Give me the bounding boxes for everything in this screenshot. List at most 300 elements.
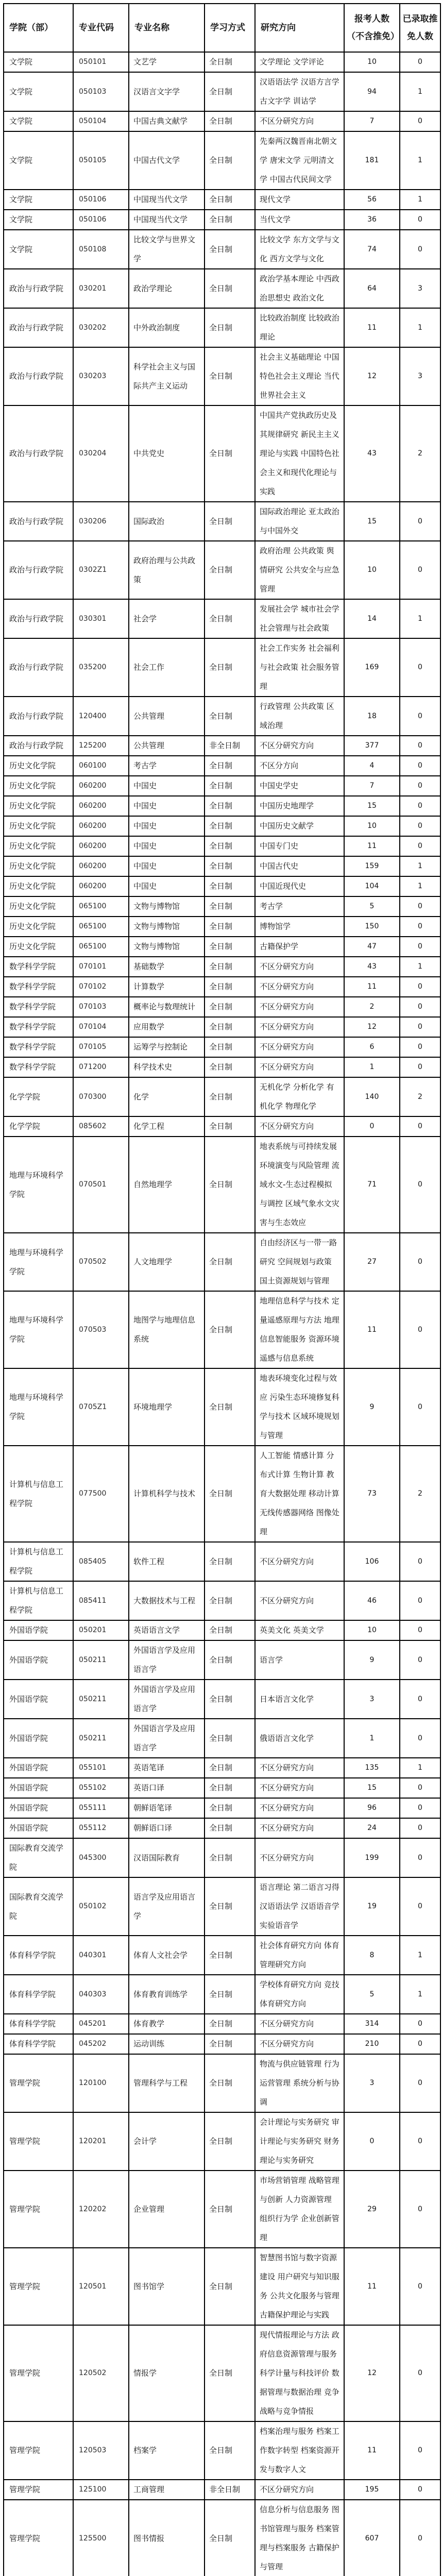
major-name-cell: 朝鲜语笔译	[129, 1798, 205, 1818]
research-direction-cell: 语言理论 第二语言习得 汉语语法学 汉语语音学 实验语音学	[255, 1877, 344, 1936]
college-cell: 地理与环境科学学院	[4, 1368, 73, 1446]
study-mode-cell: 全日制	[205, 190, 255, 210]
college-cell: 管理学院	[4, 2421, 73, 2480]
admitted-exempt-cell: 0	[400, 638, 440, 697]
major-name-cell: 中共党史	[129, 405, 205, 502]
college-cell: 外国语学院	[4, 1620, 73, 1640]
research-direction-cell: 政府治理 公共政策 舆情研究 公共安全与应急管理	[255, 541, 344, 599]
major-name-cell: 英语笔译	[129, 1758, 205, 1778]
applicants-cell: 19	[344, 1877, 400, 1936]
study-mode-cell: 全日制	[205, 72, 255, 111]
admitted-exempt-cell: 0	[400, 541, 440, 599]
study-mode-cell: 全日制	[205, 1680, 255, 1719]
applicants-cell: 43	[344, 405, 400, 502]
major-code-cell: 045300	[73, 1838, 129, 1877]
table-row	[4, 756, 440, 776]
research-direction-cell: 不区分研究方向	[255, 1037, 344, 1057]
study-mode-cell: 全日制	[205, 541, 255, 599]
major-name-cell: 中国史	[129, 856, 205, 876]
table-row	[4, 2171, 440, 2248]
major-name-cell: 中国史	[129, 796, 205, 816]
college-cell: 体育科学学院	[4, 1975, 73, 2014]
major-code-cell: 060200	[73, 836, 129, 856]
applicants-cell: 47	[344, 937, 400, 957]
study-mode-cell: 全日制	[205, 1581, 255, 1620]
major-name-cell: 中国古代文学	[129, 131, 205, 190]
college-cell: 文学院	[4, 111, 73, 131]
table-row	[4, 210, 440, 230]
header-admitted-exempt: 已录取推免人数	[400, 4, 440, 52]
table-row	[4, 1233, 440, 1291]
research-direction-cell: 不区分研究方向	[255, 1778, 344, 1798]
applicants-cell: 8	[344, 1936, 400, 1975]
major-code-cell: 070102	[73, 977, 129, 997]
research-direction-cell: 国际政治理论 亚太政治与中国外交	[255, 502, 344, 541]
college-cell: 政治与行政学院	[4, 347, 73, 405]
major-name-cell: 朝鲜语口译	[129, 1818, 205, 1838]
major-code-cell: 065100	[73, 896, 129, 917]
study-mode-cell: 全日制	[205, 1758, 255, 1778]
major-name-cell: 社会工作	[129, 638, 205, 697]
major-name-cell: 中国史	[129, 836, 205, 856]
research-direction-cell: 地表环境变化过程与效应 污染生态环境修复科学与技术 区域环境规划与管理	[255, 1368, 344, 1446]
major-code-cell: 065100	[73, 937, 129, 957]
study-mode-cell: 全日制	[205, 1936, 255, 1975]
research-direction-cell: 政治学基本理论 中西政治思想史 政治文化	[255, 269, 344, 308]
table-row	[4, 2112, 440, 2171]
admitted-exempt-cell: 0	[400, 697, 440, 736]
admitted-exempt-cell: 2	[400, 1077, 440, 1116]
college-cell: 文学院	[4, 210, 73, 230]
college-cell: 管理学院	[4, 2248, 73, 2325]
major-name-cell: 化学工程	[129, 1116, 205, 1137]
major-code-cell: 120202	[73, 2171, 129, 2248]
major-code-cell: 060200	[73, 816, 129, 836]
table-row	[4, 2325, 440, 2421]
major-name-cell: 文物与博物馆	[129, 917, 205, 937]
study-mode-cell: 全日制	[205, 796, 255, 816]
major-code-cell: 050105	[73, 131, 129, 190]
applicants-cell: 15	[344, 1778, 400, 1798]
major-name-cell: 环境地理学	[129, 1368, 205, 1446]
research-direction-cell: 行政管理 公共政策 区域治理	[255, 697, 344, 736]
college-cell: 计算机与信息工程学院	[4, 1446, 73, 1542]
college-cell: 历史文化学院	[4, 756, 73, 776]
table-row	[4, 1620, 440, 1640]
college-cell: 数学科学学院	[4, 1037, 73, 1057]
admitted-exempt-cell: 1	[400, 72, 440, 111]
study-mode-cell: 全日制	[205, 2421, 255, 2480]
study-mode-cell: 全日制	[205, 308, 255, 347]
table-row	[4, 111, 440, 131]
applicants-cell: 6	[344, 1037, 400, 1057]
major-code-cell: 055112	[73, 1818, 129, 1838]
research-direction-cell: 不区分研究方向	[255, 1057, 344, 1077]
admitted-exempt-cell: 0	[400, 977, 440, 997]
major-code-cell: 120400	[73, 697, 129, 736]
major-name-cell: 中国史	[129, 876, 205, 896]
major-code-cell: 071200	[73, 1057, 129, 1077]
college-cell: 历史文化学院	[4, 856, 73, 876]
college-cell: 政治与行政学院	[4, 638, 73, 697]
admitted-exempt-cell: 0	[400, 1116, 440, 1137]
college-cell: 政治与行政学院	[4, 405, 73, 502]
study-mode-cell: 全日制	[205, 405, 255, 502]
major-code-cell: 050211	[73, 1680, 129, 1719]
major-code-cell: 040301	[73, 1936, 129, 1975]
study-mode-cell: 全日制	[205, 502, 255, 541]
admitted-exempt-cell: 0	[400, 1017, 440, 1037]
study-mode-cell: 全日制	[205, 876, 255, 896]
study-mode-cell: 全日制	[205, 1975, 255, 2014]
study-mode-cell: 全日制	[205, 210, 255, 230]
major-name-cell: 应用数学	[129, 1017, 205, 1037]
research-direction-cell: 不区分研究方向	[255, 1116, 344, 1137]
table-row	[4, 2248, 440, 2325]
major-name-cell: 图书馆学	[129, 2248, 205, 2325]
applicants-cell: 73	[344, 1446, 400, 1542]
college-cell: 外国语学院	[4, 1798, 73, 1818]
research-direction-cell: 不区分研究方向	[255, 1838, 344, 1877]
major-name-cell: 文艺学	[129, 52, 205, 72]
major-name-cell: 计算机科学与技术	[129, 1446, 205, 1542]
table-row	[4, 1798, 440, 1818]
admitted-exempt-cell: 3	[400, 269, 440, 308]
applicants-cell: 11	[344, 1291, 400, 1368]
admitted-exempt-cell: 1	[400, 190, 440, 210]
study-mode-cell: 全日制	[205, 1446, 255, 1542]
applicants-cell: 607	[344, 2500, 400, 2576]
table-row	[4, 308, 440, 347]
research-direction-cell: 自由经济区与一带一路研究 空间规划与政策 国土资源规划与管理	[255, 1233, 344, 1291]
major-name-cell: 体育人文社会学	[129, 1936, 205, 1975]
table-row	[4, 541, 440, 599]
applicants-cell: 27	[344, 1233, 400, 1291]
major-code-cell: 050101	[73, 52, 129, 72]
major-name-cell: 运动训练	[129, 2034, 205, 2054]
admitted-exempt-cell: 0	[400, 1291, 440, 1368]
admitted-exempt-cell: 0	[400, 2421, 440, 2480]
table-row	[4, 1975, 440, 2014]
table-row	[4, 816, 440, 836]
table-row	[4, 1581, 440, 1620]
study-mode-cell: 全日制	[205, 1368, 255, 1446]
college-cell: 管理学院	[4, 2171, 73, 2248]
admitted-exempt-cell: 0	[400, 796, 440, 816]
major-code-cell: 125500	[73, 2500, 129, 2576]
table-row	[4, 1680, 440, 1719]
table-row	[4, 2480, 440, 2500]
major-name-cell: 汉语言文字学	[129, 72, 205, 111]
table-row	[4, 856, 440, 876]
major-code-cell: 050104	[73, 111, 129, 131]
college-cell: 地理与环境科学学院	[4, 1291, 73, 1368]
major-code-cell: 060200	[73, 856, 129, 876]
college-cell: 政治与行政学院	[4, 736, 73, 756]
college-cell: 历史文化学院	[4, 796, 73, 816]
research-direction-cell: 不区分研究方向	[255, 1581, 344, 1620]
major-code-cell: 040303	[73, 1975, 129, 2014]
study-mode-cell: 全日制	[205, 1838, 255, 1877]
table-row	[4, 1057, 440, 1077]
research-direction-cell: 不区分方向	[255, 756, 344, 776]
major-name-cell: 大数据技术与工程	[129, 1581, 205, 1620]
applicants-cell: 10	[344, 816, 400, 836]
major-code-cell: 120201	[73, 2112, 129, 2171]
major-name-cell: 中国现当代文学	[129, 210, 205, 230]
research-direction-cell: 信息分析与信息服务 图书馆管理与服务 档案管理与档案服务 古籍保护与管理	[255, 2500, 344, 2576]
applicants-cell: 3	[344, 2054, 400, 2112]
major-name-cell: 图书情报	[129, 2500, 205, 2576]
research-direction-cell: 中国共产党执政历史及其规律研究 新民主主义理论与实践 中国特色社会主义和现代化理论与实践	[255, 405, 344, 502]
study-mode-cell: 全日制	[205, 599, 255, 638]
research-direction-cell: 不区分研究方向	[255, 736, 344, 756]
applicants-cell: 94	[344, 72, 400, 111]
college-cell: 管理学院	[4, 2112, 73, 2171]
study-mode-cell: 全日制	[205, 1719, 255, 1758]
college-cell: 数学科学学院	[4, 997, 73, 1017]
study-mode-cell: 全日制	[205, 2112, 255, 2171]
admitted-exempt-cell: 0	[400, 1778, 440, 1798]
college-cell: 外国语学院	[4, 1719, 73, 1758]
major-name-cell: 工商管理	[129, 2480, 205, 2500]
major-name-cell: 语言学及应用语言学	[129, 1877, 205, 1936]
research-direction-cell: 俄语语言文化学	[255, 1719, 344, 1758]
table-row	[4, 190, 440, 210]
applicants-cell: 9	[344, 1368, 400, 1446]
applicants-cell: 74	[344, 230, 400, 269]
applicants-cell: 7	[344, 111, 400, 131]
applicants-cell: 135	[344, 1758, 400, 1778]
study-mode-cell: 全日制	[205, 997, 255, 1017]
admitted-exempt-cell: 0	[400, 937, 440, 957]
research-direction-cell: 英美文化 英美文学	[255, 1620, 344, 1640]
research-direction-cell: 中国专门史	[255, 836, 344, 856]
research-direction-cell: 不区分研究方向	[255, 1017, 344, 1037]
applicants-cell: 1	[344, 1057, 400, 1077]
major-name-cell: 英语口译	[129, 1778, 205, 1798]
college-cell: 管理学院	[4, 2325, 73, 2421]
college-cell: 地理与环境科学学院	[4, 1233, 73, 1291]
major-code-cell: 050103	[73, 72, 129, 111]
admitted-exempt-cell: 1	[400, 1975, 440, 2014]
applicants-cell: 46	[344, 1581, 400, 1620]
applicants-cell: 11	[344, 836, 400, 856]
header-college: 学院（部）	[4, 4, 73, 52]
college-cell: 历史文化学院	[4, 836, 73, 856]
admitted-exempt-cell: 0	[400, 111, 440, 131]
college-cell: 外国语学院	[4, 1818, 73, 1838]
major-name-cell: 中外政治制度	[129, 308, 205, 347]
research-direction-cell: 地表系统与可持续发展 环境演变与风险管理 流域水文-生态过程模拟与调控 区域气象水文灾害与生态效应	[255, 1137, 344, 1233]
study-mode-cell: 全日制	[205, 111, 255, 131]
research-direction-cell: 社会工作实务 社会福利与社会政策 社会服务管理	[255, 638, 344, 697]
admitted-exempt-cell: 0	[400, 2248, 440, 2325]
research-direction-cell: 无机化学 分析化学 有机化学 物理化学	[255, 1077, 344, 1116]
research-direction-cell: 不区分研究方向	[255, 1818, 344, 1838]
applicants-cell: 169	[344, 638, 400, 697]
college-cell: 文学院	[4, 52, 73, 72]
research-direction-cell: 博物馆学	[255, 917, 344, 937]
college-cell: 国际教育交流学院	[4, 1877, 73, 1936]
admitted-exempt-cell: 0	[400, 917, 440, 937]
major-name-cell: 英语语言文学	[129, 1620, 205, 1640]
college-cell: 文学院	[4, 230, 73, 269]
major-name-cell: 情报学	[129, 2325, 205, 2421]
college-cell: 外国语学院	[4, 1758, 73, 1778]
table-row	[4, 1640, 440, 1680]
research-direction-cell: 中国近现代史	[255, 876, 344, 896]
table-row	[4, 997, 440, 1017]
college-cell: 化学学院	[4, 1077, 73, 1116]
study-mode-cell: 全日制	[205, 2500, 255, 2576]
college-cell: 体育科学学院	[4, 1936, 73, 1975]
research-direction-cell: 社会主义基础理论 中国特色社会主义理论 当代世界社会主义	[255, 347, 344, 405]
college-cell: 数学科学学院	[4, 977, 73, 997]
major-name-cell: 中国史	[129, 816, 205, 836]
major-name-cell: 中国现当代文学	[129, 190, 205, 210]
applicants-cell: 15	[344, 502, 400, 541]
table-row	[4, 2500, 440, 2576]
college-cell: 地理与环境科学学院	[4, 1137, 73, 1233]
research-direction-cell: 当代文学	[255, 210, 344, 230]
research-direction-cell: 智慧图书馆与数字资源建设 用户研究与知识服务 公共文化服务与管理 古籍保护理论与实践	[255, 2248, 344, 2325]
major-code-cell: 085405	[73, 1542, 129, 1581]
admitted-exempt-cell: 0	[400, 2034, 440, 2054]
applicants-cell: 195	[344, 2480, 400, 2500]
admitted-exempt-cell: 0	[400, 1037, 440, 1057]
research-direction-cell: 中国历史地理学	[255, 796, 344, 816]
study-mode-cell: 全日制	[205, 1037, 255, 1057]
admitted-exempt-cell: 0	[400, 816, 440, 836]
college-cell: 历史文化学院	[4, 937, 73, 957]
major-code-cell: 070501	[73, 1137, 129, 1233]
admitted-exempt-cell: 0	[400, 2014, 440, 2034]
research-direction-cell: 日本语言文化学	[255, 1680, 344, 1719]
college-cell: 体育科学学院	[4, 2014, 73, 2034]
research-direction-cell: 古籍保护学	[255, 937, 344, 957]
college-cell: 政治与行政学院	[4, 308, 73, 347]
table-row	[4, 1838, 440, 1877]
study-mode-cell: 全日制	[205, 977, 255, 997]
study-mode-cell: 全日制	[205, 347, 255, 405]
college-cell: 历史文化学院	[4, 816, 73, 836]
table-row	[4, 1137, 440, 1233]
applicants-cell: 96	[344, 1798, 400, 1818]
header-major-code: 专业代码	[73, 4, 129, 52]
research-direction-cell: 不区分研究方向	[255, 2480, 344, 2500]
admitted-exempt-cell: 0	[400, 1877, 440, 1936]
applicants-cell: 24	[344, 1818, 400, 1838]
study-mode-cell: 全日制	[205, 697, 255, 736]
major-code-cell: 065100	[73, 917, 129, 937]
table-body	[4, 52, 440, 2576]
table-row	[4, 52, 440, 72]
table-row	[4, 1077, 440, 1116]
college-cell: 管理学院	[4, 2054, 73, 2112]
admitted-exempt-cell: 0	[400, 2500, 440, 2576]
table-row	[4, 1116, 440, 1137]
table-row	[4, 131, 440, 190]
research-direction-cell: 不区分研究方向	[255, 977, 344, 997]
table-row	[4, 697, 440, 736]
table-row	[4, 1758, 440, 1778]
college-cell: 数学科学学院	[4, 957, 73, 977]
research-direction-cell: 地理信息科学与技术 定量遥感原理与方法 地理信息智能服务 资源环境遥感与信息系统	[255, 1291, 344, 1368]
study-mode-cell: 全日制	[205, 1778, 255, 1798]
major-code-cell: 120503	[73, 2421, 129, 2480]
major-name-cell: 体育教育训练学	[129, 1975, 205, 2014]
study-mode-cell: 全日制	[205, 638, 255, 697]
applicants-cell: 104	[344, 876, 400, 896]
admitted-exempt-cell: 1	[400, 876, 440, 896]
study-mode-cell: 全日制	[205, 1116, 255, 1137]
study-mode-cell: 全日制	[205, 856, 255, 876]
study-mode-cell: 全日制	[205, 917, 255, 937]
major-code-cell: 050211	[73, 1719, 129, 1758]
research-direction-cell: 不区分研究方向	[255, 2034, 344, 2054]
research-direction-cell: 发展社会学 城市社会学 社会管理与社会政策	[255, 599, 344, 638]
admitted-exempt-cell: 0	[400, 2325, 440, 2421]
research-direction-cell: 不区分研究方向	[255, 1798, 344, 1818]
study-mode-cell: 全日制	[205, 2248, 255, 2325]
admitted-exempt-cell: 3	[400, 347, 440, 405]
study-mode-cell: 非全日制	[205, 736, 255, 756]
admissions-table	[3, 3, 441, 2576]
admitted-exempt-cell: 1	[400, 957, 440, 977]
study-mode-cell: 全日制	[205, 957, 255, 977]
admitted-exempt-cell: 1	[400, 308, 440, 347]
college-cell: 管理学院	[4, 2500, 73, 2576]
major-name-cell: 考古学	[129, 756, 205, 776]
major-name-cell: 自然地理学	[129, 1137, 205, 1233]
study-mode-cell: 全日制	[205, 269, 255, 308]
admitted-exempt-cell: 0	[400, 1818, 440, 1838]
admitted-exempt-cell: 0	[400, 2112, 440, 2171]
study-mode-cell: 全日制	[205, 2054, 255, 2112]
major-name-cell: 文物与博物馆	[129, 896, 205, 917]
study-mode-cell: 全日制	[205, 131, 255, 190]
table-row	[4, 599, 440, 638]
study-mode-cell: 全日制	[205, 2171, 255, 2248]
major-code-cell: 045202	[73, 2034, 129, 2054]
college-cell: 文学院	[4, 131, 73, 190]
major-name-cell: 人文地理学	[129, 1233, 205, 1291]
major-code-cell: 050108	[73, 230, 129, 269]
applicants-cell: 4	[344, 756, 400, 776]
applicants-cell: 150	[344, 917, 400, 937]
major-name-cell: 文物与博物馆	[129, 937, 205, 957]
major-code-cell: 060200	[73, 876, 129, 896]
applicants-cell: 181	[344, 131, 400, 190]
table-row	[4, 502, 440, 541]
research-direction-cell: 不区分研究方向	[255, 1542, 344, 1581]
research-direction-cell: 档案治理与服务 档案工作数字转型 档案资源开发与数字人文	[255, 2421, 344, 2480]
major-name-cell: 外国语言学及应用语言学	[129, 1719, 205, 1758]
applicants-cell: 314	[344, 2014, 400, 2034]
study-mode-cell: 全日制	[205, 52, 255, 72]
admitted-exempt-cell: 0	[400, 210, 440, 230]
applicants-cell: 14	[344, 599, 400, 638]
admitted-exempt-cell: 0	[400, 1581, 440, 1620]
table-row	[4, 1446, 440, 1542]
major-code-cell: 030301	[73, 599, 129, 638]
table-row	[4, 1936, 440, 1975]
admitted-exempt-cell: 0	[400, 2054, 440, 2112]
study-mode-cell: 全日制	[205, 230, 255, 269]
admitted-exempt-cell: 0	[400, 230, 440, 269]
college-cell: 历史文化学院	[4, 896, 73, 917]
